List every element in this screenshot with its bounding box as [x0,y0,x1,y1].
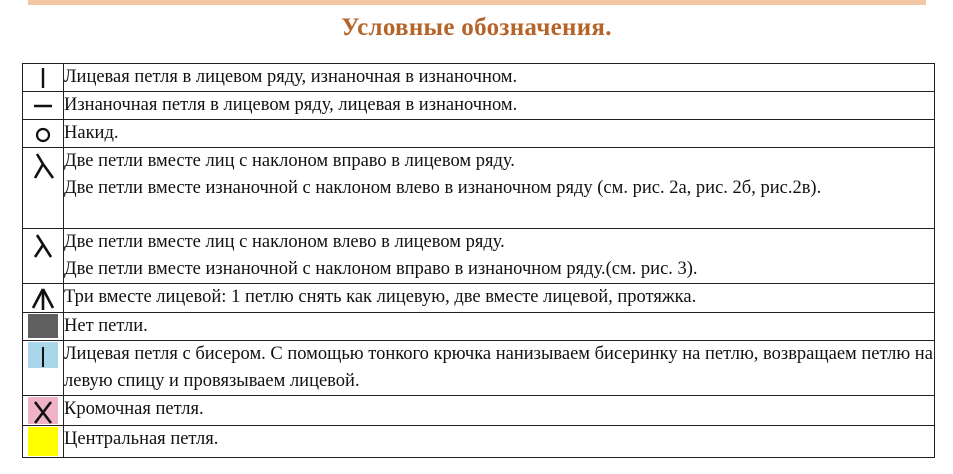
description-text: Изнаночная петля в лицевом ряду, лицевая в изнаночном. [64,95,518,115]
cross-icon [28,399,58,426]
legend-row-purl [23,92,935,120]
symbol-cell [23,341,64,396]
symbol-cell [23,120,64,148]
description-text: Две петли вместе лиц с наклоном вправо в лицевом ряду. [64,151,515,171]
symbol-cell [23,313,64,341]
description-cell [64,229,935,284]
horizontal-bar-icon [23,94,63,118]
description-cell [64,284,935,313]
top-decorative-bar [28,0,926,5]
description-cell [64,313,935,341]
page-title: Условные обозначения. [341,14,612,41]
description-cell [64,426,935,458]
symbol-cell [23,396,64,426]
description-text: Лицевая петля в лицевом ряду, изнаночная в изнаночном. [64,67,518,87]
symbol-cell [23,92,64,120]
circle-icon [23,122,63,146]
description-text: Кромочная петля. [64,399,204,419]
legend-row-no-stitch [23,313,935,341]
bead-stitch-icon [28,342,58,368]
legend-table [22,63,935,458]
description-text: Нет петли. [64,316,148,336]
legend-row-three-together [23,284,935,313]
symbol-cell [23,426,64,458]
description-cell [64,92,935,120]
symbol-cell [23,284,64,313]
description-cell [64,120,935,148]
legend-row-central [23,426,935,458]
description-cell [64,148,935,229]
description-cell [64,64,935,92]
description-text: Две петли вместе изнаночной с наклоном влево в изнаночном ряду (см. рис. 2а, рис. 2б, рис.2в). [64,178,822,198]
legend-row-knit [23,64,935,92]
three-together-icon [23,286,63,312]
legend-row-decrease-left [23,229,935,284]
description-text: Две петли вместе изнаночной с наклоном вправо в изнаночном ряду.(см. рис. 3). [64,259,698,279]
legend-row-decrease-right [23,148,935,229]
vertical-bar-icon [28,344,58,370]
symbol-cell [23,229,64,284]
symbol-cell [23,148,64,229]
decrease-right-icon [23,150,63,180]
description-cell [64,341,935,396]
symbol-cell [23,64,64,92]
legend-row-yarn-over [23,120,935,148]
description-text: Две петли вместе лиц с наклоном влево в лицевом ряду. [64,232,505,252]
decrease-left-icon [23,231,63,261]
description-text: Накид. [64,123,119,143]
no-stitch-icon [28,314,58,338]
description-text: Лицевая петля с бисером. С помощью тонкого крючка нанизываем бисеринку на петлю, возвращаем петлю на левую спицу и провязываем лицевой. [64,344,933,391]
description-cell [64,396,935,426]
central-stitch-icon [28,427,58,456]
description-text: Центральная петля. [64,429,219,449]
legend-row-bead [23,341,935,396]
description-text: Три вместе лицевой: 1 петлю снять как лицевую, две вместе лицевой, протяжка. [64,287,697,307]
vertical-bar-icon [23,66,63,90]
edge-stitch-icon [28,397,58,424]
legend-row-edge [23,396,935,426]
